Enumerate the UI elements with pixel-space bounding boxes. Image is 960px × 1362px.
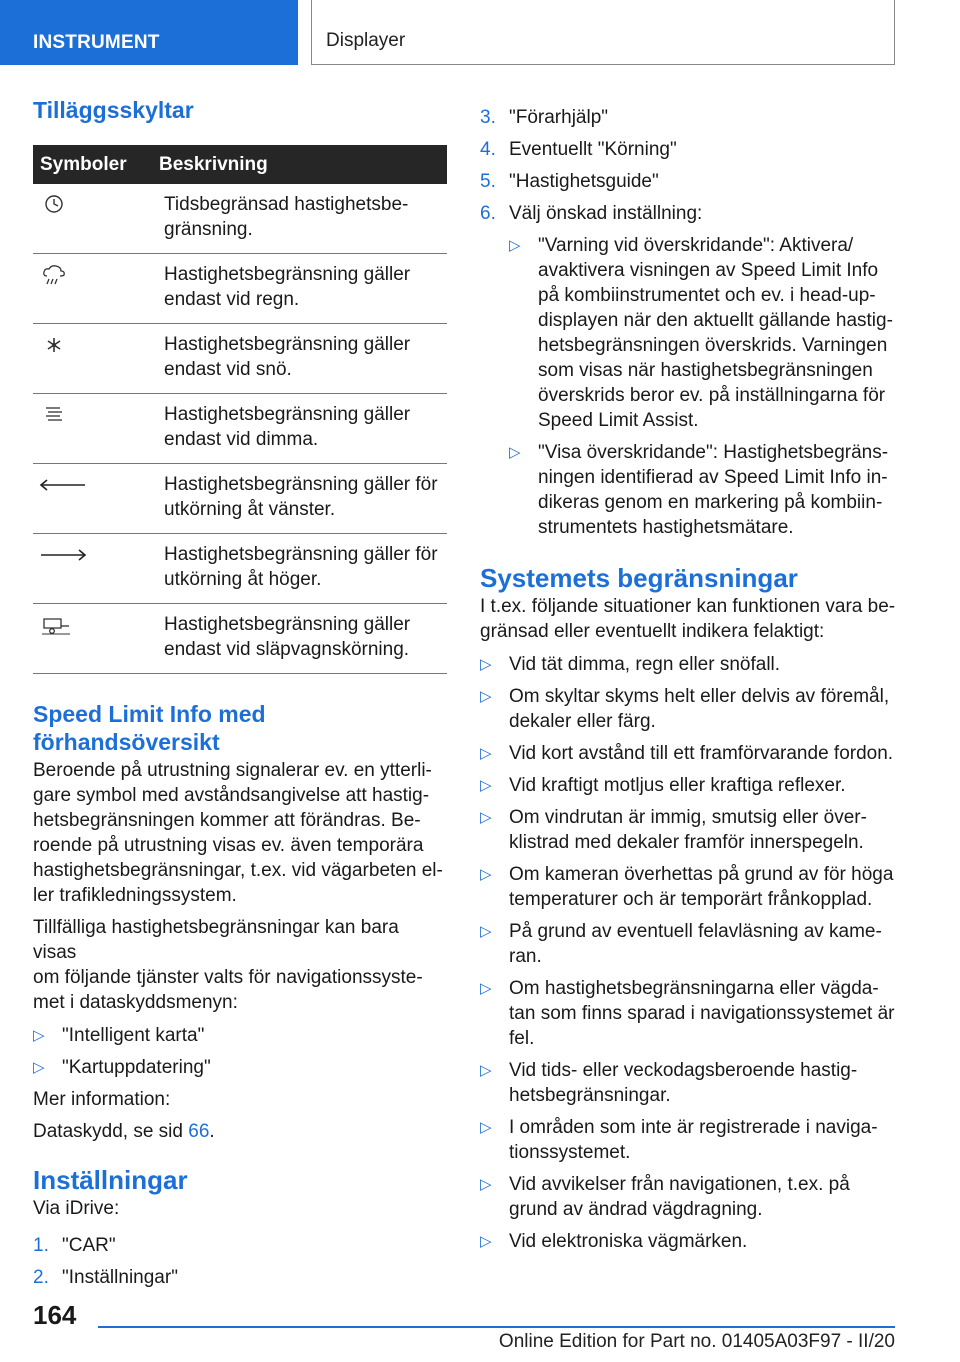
heading-speed-limit-info: Speed Limit Info med förhandsöversikt <box>33 701 266 755</box>
col-symbols: Symboler <box>33 145 157 184</box>
list-item: ▷ "Varning vid överskridande": Aktivera/ avaktivera visningen av Speed Limit Info på kombiinstrumentet och ev. i head-up- displayen när den aktuellt gällande hastig- hetsbegränsningen överskrids. Varningen som visas när hastighetsbegränsningen överskrids beror ev. på inställningarna för Speed Limit Assist. <box>509 235 893 431</box>
col-description: Beskrivning <box>157 145 447 184</box>
table-row <box>33 534 447 604</box>
clock-icon <box>39 195 157 215</box>
symbols-table <box>33 145 447 674</box>
symbol-cell <box>33 534 157 604</box>
symbol-cell <box>33 604 157 674</box>
triangle-bullet-icon: ▷ <box>509 237 521 254</box>
list-item: ▷ Om kameran överhettas på grund av för höga temperaturer och är temporärt frånkopplad. <box>480 864 894 910</box>
list-item: ▷ Om hastighetsbegränsningarna eller vägda- tan som finns sparad i navigationssystemet är fel. <box>480 978 895 1049</box>
privacy-reference: Dataskydd, se sid 66. <box>33 1121 215 1142</box>
limitations-list <box>480 652 896 1254</box>
footer-edition: Online Edition for Part no. 01405A03F97 - II/20 <box>98 1326 895 1353</box>
subsection-tab: Displayer <box>311 0 895 65</box>
triangle-bullet-icon: ▷ <box>480 980 492 997</box>
table-header-row <box>33 145 447 184</box>
list-item: ▷ Vid kraftigt motljus eller kraftiga reflexer. <box>480 775 846 796</box>
symbol-cell <box>33 324 157 394</box>
table-row <box>33 254 447 324</box>
limitations-intro: I t.ex. följande situationer kan funktionen vara be- gränsad eller eventuellt indikera felaktigt: <box>480 596 896 642</box>
triangle-bullet-icon: ▷ <box>480 1176 492 1193</box>
settings-steps-continued <box>480 105 896 540</box>
list-item: ▷ Om vindrutan är immig, smutsig eller över- klistrad med dekaler framför innerspegeln. <box>480 807 867 853</box>
heading-systemets-begransningar: Systemets begränsningar <box>480 563 798 593</box>
description-cell: Hastighetsbegränsning gäller endast vid regn. <box>157 254 447 324</box>
list-item: ▷ Vid avvikelser från navigationen, t.ex. på grund av ändrad vägdragning. <box>480 1174 850 1220</box>
list-item: ▷ Vid elektroniska vägmärken. <box>480 1231 748 1252</box>
list-item: 1. "CAR" <box>33 1235 116 1256</box>
list-item: ▷ Vid tids- eller veckodagsberoende hastig- hetsbegränsningar. <box>480 1060 858 1106</box>
list-item: 4. Eventuellt "Körning" <box>480 139 677 160</box>
list-item: ▷ "Intelligent karta" <box>33 1025 205 1046</box>
list-item: ▷ "Kartuppdatering" <box>33 1057 211 1078</box>
paragraph-temporary-limits: Tillfälliga hastighetsbegränsningar kan bara visas om följande tjänster valts för navigationssyste- met i dataskyddsmenyn: <box>33 917 423 1013</box>
symbol-cell <box>33 394 157 464</box>
description-cell: Hastighetsbegränsning gäller för utkörning åt höger. <box>157 534 447 604</box>
description-cell: Hastighetsbegränsning gäller endast vid dimma. <box>157 394 447 464</box>
more-info: Mer information: <box>33 1089 171 1110</box>
paragraph-speed-limit-info: Beroende på utrustning signalerar ev. en ytterli- gare symbol med avståndsangivelse att hastig- hetsbegränsningen kommer att förändras. Be- roende på utrustning visas ev. även temporära hastighetsbegränsningar, t.ex. vid vägarbeten el- ler trafikledningssystem. <box>33 760 443 906</box>
snowflake-icon <box>39 335 157 355</box>
triangle-bullet-icon: ▷ <box>480 1119 492 1136</box>
heading-tillaggsskyltar: Tilläggsskyltar <box>33 97 194 123</box>
triangle-bullet-icon: ▷ <box>480 809 492 826</box>
symbol-cell <box>33 254 157 324</box>
trailer-icon <box>39 615 157 637</box>
description-cell: Hastighetsbegränsning gäller endast vid släpvagnskörning. <box>157 604 447 674</box>
right-column <box>480 105 896 1254</box>
triangle-bullet-icon: ▷ <box>33 1059 45 1076</box>
triangle-bullet-icon: ▷ <box>480 777 492 794</box>
page-number: 164 <box>33 1300 77 1330</box>
list-item: ▷ På grund av eventuell felavläsning av kame- ran. <box>480 921 882 967</box>
heading-installningar: Inställningar <box>33 1165 188 1195</box>
arrow-left-icon <box>39 475 157 495</box>
rain-cloud-icon <box>39 265 157 287</box>
description-cell: Hastighetsbegränsning gäller för utkörning åt vänster. <box>157 464 447 534</box>
triangle-bullet-icon: ▷ <box>480 923 492 940</box>
description-cell: Hastighetsbegränsning gäller endast vid snö. <box>157 324 447 394</box>
arrow-right-icon <box>39 545 157 565</box>
services-list <box>33 1023 447 1080</box>
section-tab: INSTRUMENT <box>0 0 298 65</box>
triangle-bullet-icon: ▷ <box>480 745 492 762</box>
list-item: ▷ I områden som inte är registrerade i naviga- tionssystemet. <box>480 1117 878 1163</box>
triangle-bullet-icon: ▷ <box>480 1233 492 1250</box>
table-row <box>33 394 447 464</box>
list-item: ▷ "Visa överskridande": Hastighetsbegräns- ningen identifierad av Speed Limit Info in- dikeras genom en markering på kombiin- strumentets hastighetsmätare. <box>509 442 889 538</box>
triangle-bullet-icon: ▷ <box>480 866 492 883</box>
triangle-bullet-icon: ▷ <box>480 688 492 705</box>
page-header <box>0 0 960 66</box>
table-row <box>33 464 447 534</box>
settings-steps <box>33 1233 447 1290</box>
triangle-bullet-icon: ▷ <box>480 656 492 673</box>
table-row <box>33 604 447 674</box>
triangle-bullet-icon: ▷ <box>33 1027 45 1044</box>
description-cell: Tidsbegränsad hastighetsbe- gränsning. <box>157 184 447 254</box>
triangle-bullet-icon: ▷ <box>480 1062 492 1079</box>
list-item: ▷ Vid tät dimma, regn eller snöfall. <box>480 654 781 675</box>
triangle-bullet-icon: ▷ <box>509 444 521 461</box>
page-link-66[interactable]: 66 <box>188 1121 210 1142</box>
symbol-cell <box>33 464 157 534</box>
list-item: ▷ Vid kort avstånd till ett framförvarande fordon. <box>480 743 894 764</box>
fog-icon <box>39 405 157 425</box>
list-item: 5. "Hastighetsguide" <box>480 171 659 192</box>
symbol-cell <box>33 184 157 254</box>
setting-options <box>509 233 896 540</box>
list-item: 3. "Förarhjälp" <box>480 107 609 128</box>
list-item: 6. Välj önskad inställning: ▷ "Varning vid överskridande": Aktivera/ avaktivera visningen av Speed Limit Info på kombiinstrumentet och ev. i head-up- displayen när den aktuellt gällande hastig- hetsbegränsningen överskrids. Varningen som visas när hastighetsbegränsningen överskrids beror ev. på inställningarna för Speed Limit Assist. ▷ "Visa överskridande": Hastighetsbegräns- ningen identifierad av Speed Limit Info in- dikeras genom en markering på kombiin- strumentets hastighetsmätare. <box>480 201 896 540</box>
left-column <box>33 96 447 1290</box>
list-item: ▷ Om skyltar skyms helt eller delvis av föremål, dekaler eller färg. <box>480 686 890 732</box>
table-row <box>33 324 447 394</box>
list-item: 2. "Inställningar" <box>33 1267 178 1288</box>
table-row <box>33 184 447 254</box>
via-idrive: Via iDrive: <box>33 1198 120 1219</box>
